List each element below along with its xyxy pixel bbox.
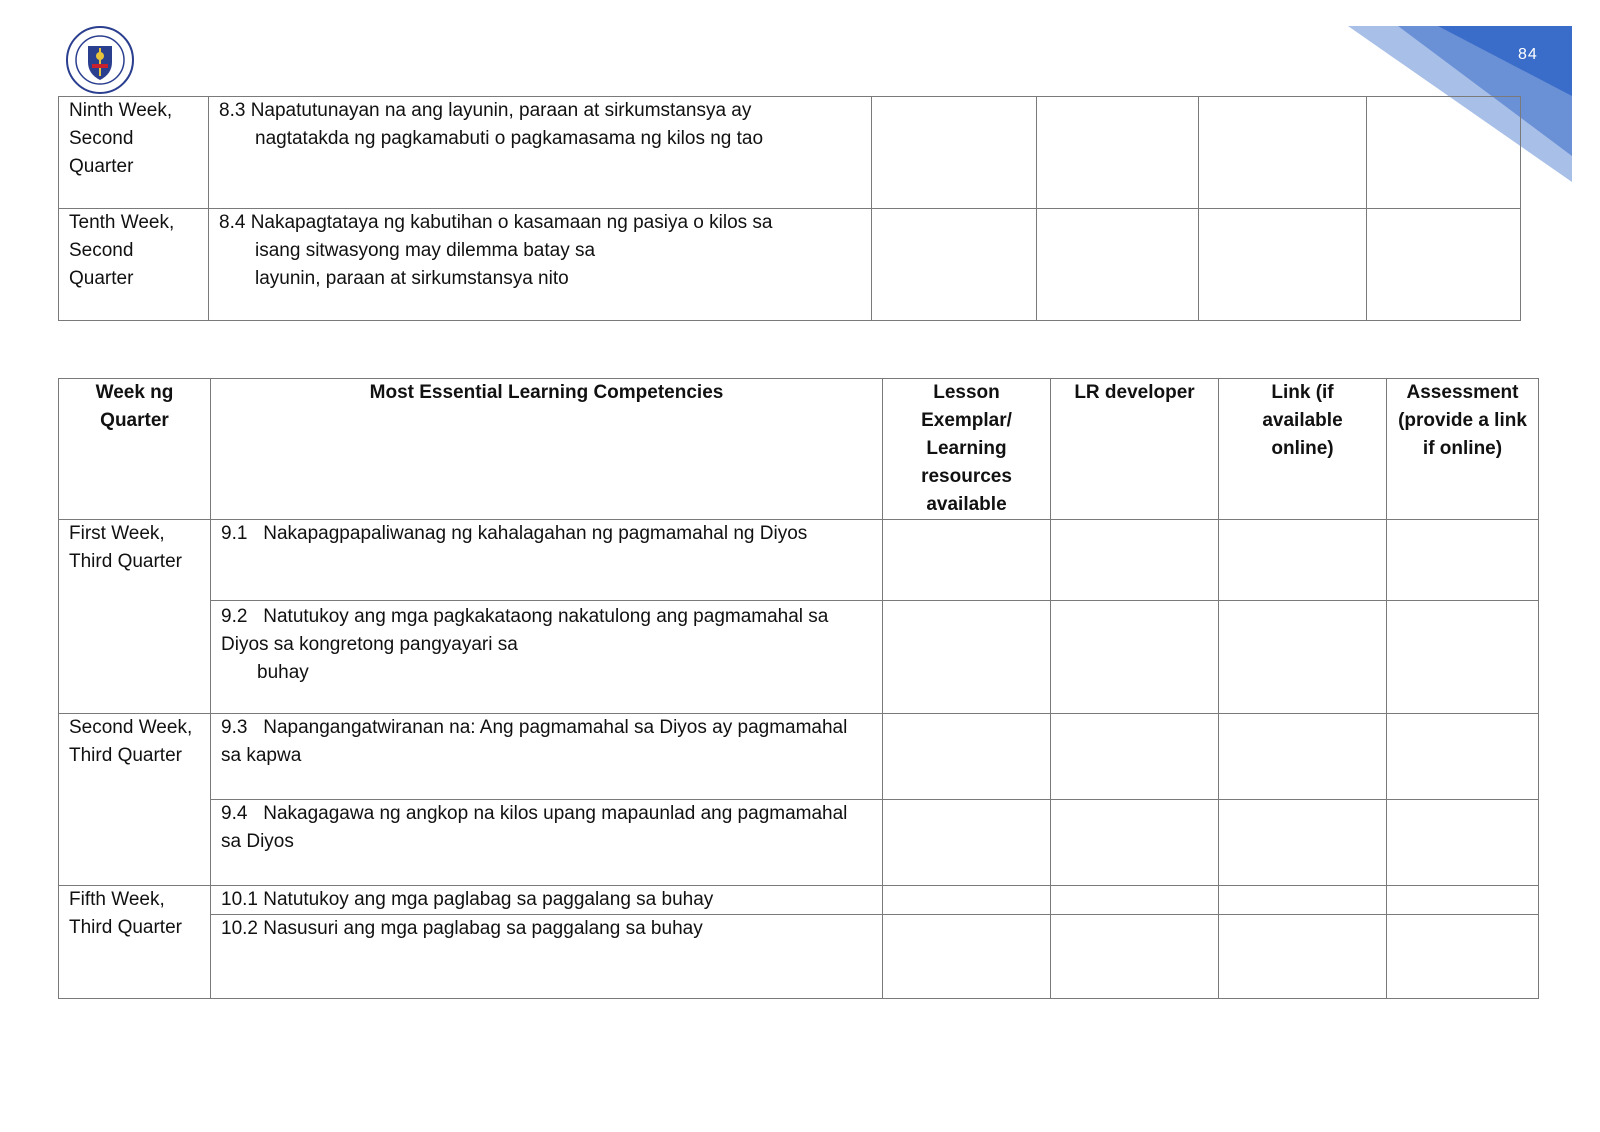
competency-table-continued — [58, 96, 1521, 321]
week-cell: Fifth Week, Third Quarter — [59, 886, 211, 999]
competency-cell — [211, 601, 883, 714]
week-cell: Tenth Week, Second Quarter — [59, 209, 209, 321]
week-cell: Ninth Week, Second Quarter — [59, 97, 209, 209]
competency-number: 10.2 — [221, 918, 264, 939]
empty-cell — [1219, 800, 1387, 886]
empty-cell — [883, 714, 1051, 800]
header-week: Week ng Quarter — [59, 379, 211, 520]
empty-cell — [1051, 714, 1219, 800]
competency-text-continued: isang sitwasyong may dilemma batay sa — [255, 240, 596, 261]
competency-cell — [211, 915, 883, 999]
header-link: Link (if available online) — [1219, 379, 1387, 520]
table-row — [59, 714, 1539, 800]
empty-cell — [1219, 886, 1387, 915]
empty-cell — [872, 209, 1037, 321]
empty-cell — [1051, 915, 1219, 999]
table-row — [59, 886, 1539, 915]
competency-text-continued: nagtatakda ng pagkamabuti o pagkamasama ng kilos ng tao — [255, 128, 764, 149]
competency-number: 8.3 — [219, 100, 251, 121]
competency-cell — [211, 886, 883, 915]
table-row — [59, 800, 1539, 886]
empty-cell — [1199, 97, 1367, 209]
header-assessment: Assessment (provide a link if online) — [1387, 379, 1539, 520]
empty-cell — [1219, 714, 1387, 800]
empty-cell — [1051, 601, 1219, 714]
competency-text: Nakapagtataya ng kabutihan o kasamaan ng pasiya o kilos sa — [250, 212, 773, 233]
table-row — [59, 915, 1539, 999]
deped-seal-logo — [66, 26, 134, 94]
competency-number: 10.1 — [221, 889, 264, 910]
competency-text-continued: layunin, paraan at sirkumstansya nito — [255, 268, 569, 289]
empty-cell — [1367, 209, 1521, 321]
competency-number: 9.1 — [221, 523, 264, 544]
empty-cell — [1387, 520, 1539, 601]
empty-cell — [1051, 800, 1219, 886]
competency-text: Nakapagpapaliwanag ng kahalagahan ng pagmamahal ng Diyos — [263, 523, 808, 544]
table-header-row — [59, 379, 1539, 520]
competency-text: Napatutunayan na ang layunin, paraan at sirkumstansya ay — [250, 100, 752, 121]
competency-number: 9.4 — [221, 803, 264, 824]
empty-cell — [1387, 714, 1539, 800]
competency-cell — [209, 97, 872, 209]
empty-cell — [1219, 520, 1387, 601]
competency-text-continued: buhay — [257, 662, 309, 683]
competency-text: Natutukoy ang mga paglabag sa paggalang sa buhay — [263, 889, 714, 910]
competency-number: 9.2 — [221, 606, 264, 627]
page-number: 84 — [1518, 46, 1538, 63]
empty-cell — [1219, 601, 1387, 714]
table-row — [59, 520, 1539, 601]
empty-cell — [883, 520, 1051, 601]
competency-text: Napangangatwiranan na: Ang pagmamahal sa Diyos ay pagmamahal sa kapwa — [221, 717, 848, 766]
empty-cell — [883, 601, 1051, 714]
empty-cell — [1387, 886, 1539, 915]
competency-table — [58, 378, 1539, 999]
empty-cell — [1387, 800, 1539, 886]
table-row — [59, 97, 1521, 209]
empty-cell — [1051, 520, 1219, 601]
competency-number: 8.4 — [219, 212, 251, 233]
empty-cell — [1199, 209, 1367, 321]
competency-cell — [211, 800, 883, 886]
competency-cell — [211, 520, 883, 601]
empty-cell — [1387, 915, 1539, 999]
empty-cell — [1387, 601, 1539, 714]
empty-cell — [1037, 209, 1199, 321]
table-row — [59, 209, 1521, 321]
competency-cell — [209, 209, 872, 321]
empty-cell — [883, 915, 1051, 999]
empty-cell — [1037, 97, 1199, 209]
competency-text: Natutukoy ang mga pagkakataong nakatulong ang pagmamahal sa Diyos sa kongretong pangyayari sa — [221, 606, 829, 655]
empty-cell — [883, 886, 1051, 915]
empty-cell — [883, 800, 1051, 886]
header-melc: Most Essential Learning Competencies — [211, 379, 883, 520]
competency-cell — [211, 714, 883, 800]
empty-cell — [1051, 886, 1219, 915]
competency-text: Nasusuri ang mga paglabag sa paggalang sa buhay — [263, 918, 703, 939]
empty-cell — [872, 97, 1037, 209]
table-row — [59, 601, 1539, 714]
competency-text: Nakagagawa ng angkop na kilos upang mapaunlad ang pagmamahal sa Diyos — [221, 803, 848, 852]
week-cell: First Week, Third Quarter — [59, 520, 211, 714]
empty-cell — [1219, 915, 1387, 999]
header-lesson-exemplar: Lesson Exemplar/ Learning resources available — [883, 379, 1051, 520]
header-lr-developer: LR developer — [1051, 379, 1219, 520]
week-cell: Second Week, Third Quarter — [59, 714, 211, 886]
competency-number: 9.3 — [221, 717, 264, 738]
empty-cell — [1367, 97, 1521, 209]
